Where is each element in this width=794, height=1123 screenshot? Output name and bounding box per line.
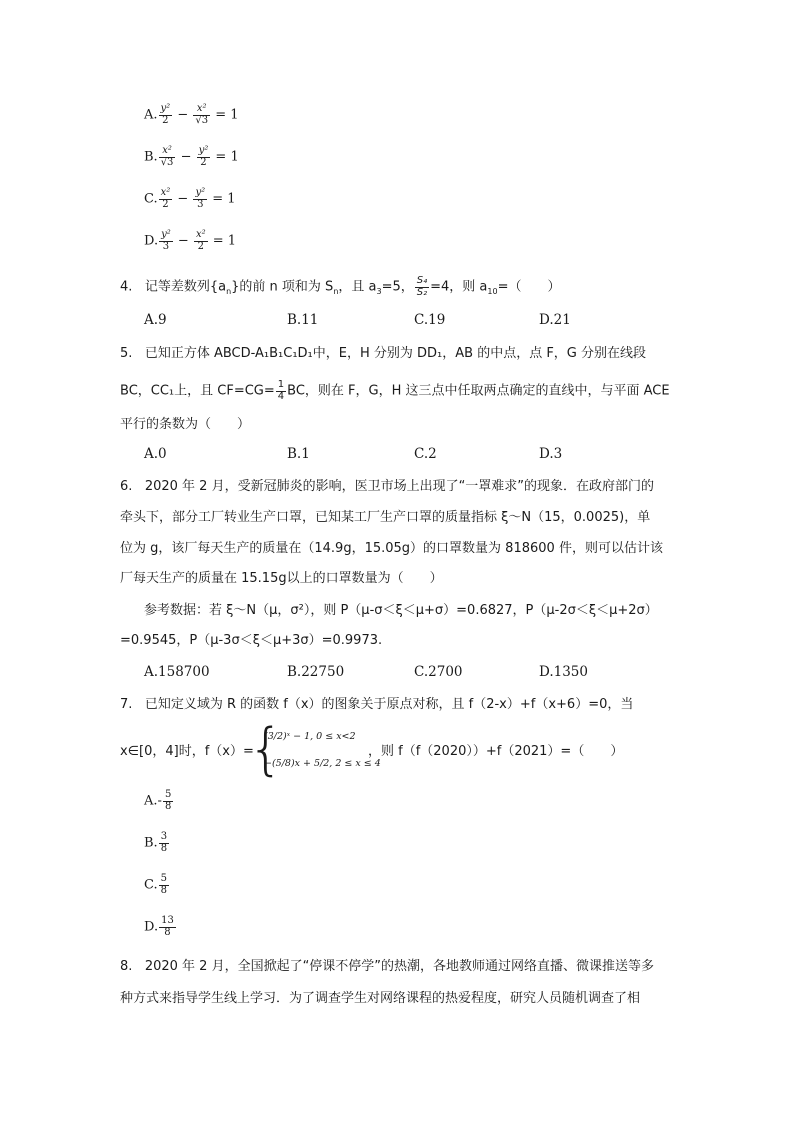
fraction: $\frac{\text{x²}}{√3}$ [160, 145, 174, 168]
question-6-line-4: 厂每天生产的质量在 15.15g以上的口罩数量为（ ） [120, 571, 443, 586]
fraction: $\frac{1}{4}$ [277, 379, 285, 402]
question-6-reference-1: 参考数据：若 ξ～N（μ，σ²），则 P（μ-σ＜ξ＜μ+σ）=0.6827，P（μ-2σ＜ξ＜μ+2σ） [144, 603, 658, 618]
q4-option-c: C.19 [414, 312, 446, 328]
piecewise-brace: { [248, 717, 284, 782]
q3-option-b: B. $\frac{\text{x²}}{√3}$ − $\frac{\text{y²}}{2}$ = 1 [144, 145, 239, 168]
fraction: $\frac{5}{8}$ [164, 789, 172, 812]
q6-option-c: C.2700 [414, 664, 463, 680]
q5-option-b: B.1 [287, 446, 310, 462]
fraction: $\frac{\text{x²}}{√3}$ [195, 103, 209, 126]
question-6-line-3: 位为 g，该厂每天生产的质量在（14.9g，15.05g）的口罩数量为 818600 件，则可以估计该 [120, 541, 663, 556]
q3-option-c: C. $\frac{\text{x²}}{2}$ − $\frac{\text{y²}}{3}$ = 1 [144, 187, 236, 210]
q4-option-a: A.9 [144, 312, 167, 328]
question-5-line-3: 平行的条数为（ ） [120, 417, 251, 432]
question-8-line-1: 8. 2020 年 2 月，全国掀起了“停课不停学”的热潮，各地教师通过网络直播、微课推送等多 [120, 959, 655, 974]
question-7-line-2b: ，则 f（f（2020））+f（2021）=（ ） [368, 744, 624, 759]
q7-option-d: D. $\frac{13}{8}$ [144, 915, 174, 938]
q5-option-a: A.0 [144, 446, 167, 462]
fraction: $\frac{3}{8}$ [160, 831, 168, 854]
question-5-line-2: BC，CC₁上，且 CF=CG= $\frac{1}{4}$ BC，则在 F，G，H 这三点中任取两点确定的直线中，与平面 ACE [120, 379, 670, 402]
fraction: $\frac{13}{8}$ [161, 915, 174, 938]
question-7-line-1: 7. 已知定义域为 R 的函数 f（x）的图象关于原点对称，且 f（2-x）+f（x+6）=0，当 [120, 697, 634, 712]
question-7-line-2a: x∈[0，4]时，f（x）= [120, 744, 254, 759]
fraction: $\frac{\text{y²}}{2}$ [160, 103, 171, 126]
fraction: $\frac{\text{y²}}{3}$ [161, 229, 171, 252]
q5-option-c: C.2 [414, 446, 437, 462]
question-6-reference-2: =0.9545，P（μ-3σ＜ξ＜μ+3σ）=0.9973. [120, 633, 383, 648]
question-5-line-1: 5. 已知正方体 ABCD-A₁B₁C₁D₁中，E，H 分别为 DD₁，AB 的中点，点 F，G 分别在线段 [120, 346, 647, 361]
question-6-line-2: 牵头下，部分工厂转业生产口罩，已知某工厂生产口罩的质量指标 ξ～N（15，0.0025)，单 [120, 510, 651, 525]
q4-option-d: D.21 [539, 312, 571, 328]
q7-option-a: A.- $\frac{5}{8}$ [144, 789, 172, 812]
q7-option-c: C. $\frac{5}{8}$ [144, 873, 167, 896]
fraction: $\frac{\text{y²}}{2}$ [198, 145, 209, 168]
q6-option-b: B.22750 [287, 664, 345, 680]
fraction: $\frac{\text{S₄}}{\text{S₂}}$ [416, 275, 428, 298]
question-4-stem: 4. 记等差数列$\{a_n\}$的前 n 项和为 $S_n$，且 $a_3=5$， $\frac{\text{S₄}}{\text{S₂}}$ =4，则 $a_{10}=$（ ） [120, 275, 561, 298]
piecewise-case-2: −(5/8)x + 5/2, 2 ≤ x ≤ 4 [264, 758, 381, 769]
question-6-line-1: 6. 2020 年 2 月，受新冠肺炎的影响，医卫市场上出现了“一罩难求”的现象．在政府部门的 [120, 479, 655, 494]
piecewise-case-1: (3/2)ˣ − 1, 0 ≤ x<2 [264, 731, 356, 742]
fraction: $\frac{\text{x²}}{2}$ [160, 187, 171, 210]
q6-option-d: D.1350 [539, 664, 588, 680]
q5-option-d: D.3 [539, 446, 563, 462]
q6-option-a: A.158700 [144, 664, 210, 680]
q7-option-b: B. $\frac{3}{8}$ [144, 831, 168, 854]
fraction: $\frac{5}{8}$ [160, 873, 167, 896]
fraction: $\frac{\text{y²}}{3}$ [195, 187, 206, 210]
fraction: $\frac{\text{x²}}{2}$ [195, 229, 206, 252]
q4-option-b: B.11 [287, 312, 319, 328]
q3-option-a: A. $\frac{\text{y²}}{2}$ − $\frac{\text{x²}}{√3}$ = 1 [144, 103, 239, 126]
q3-option-d: D. $\frac{\text{y²}}{3}$ − $\frac{\text{x²}}{2}$ = 1 [144, 229, 237, 252]
question-8-line-2: 种方式来指导学生线上学习．为了调查学生对网络课程的热爱程度，研究人员随机调查了相 [120, 991, 641, 1006]
